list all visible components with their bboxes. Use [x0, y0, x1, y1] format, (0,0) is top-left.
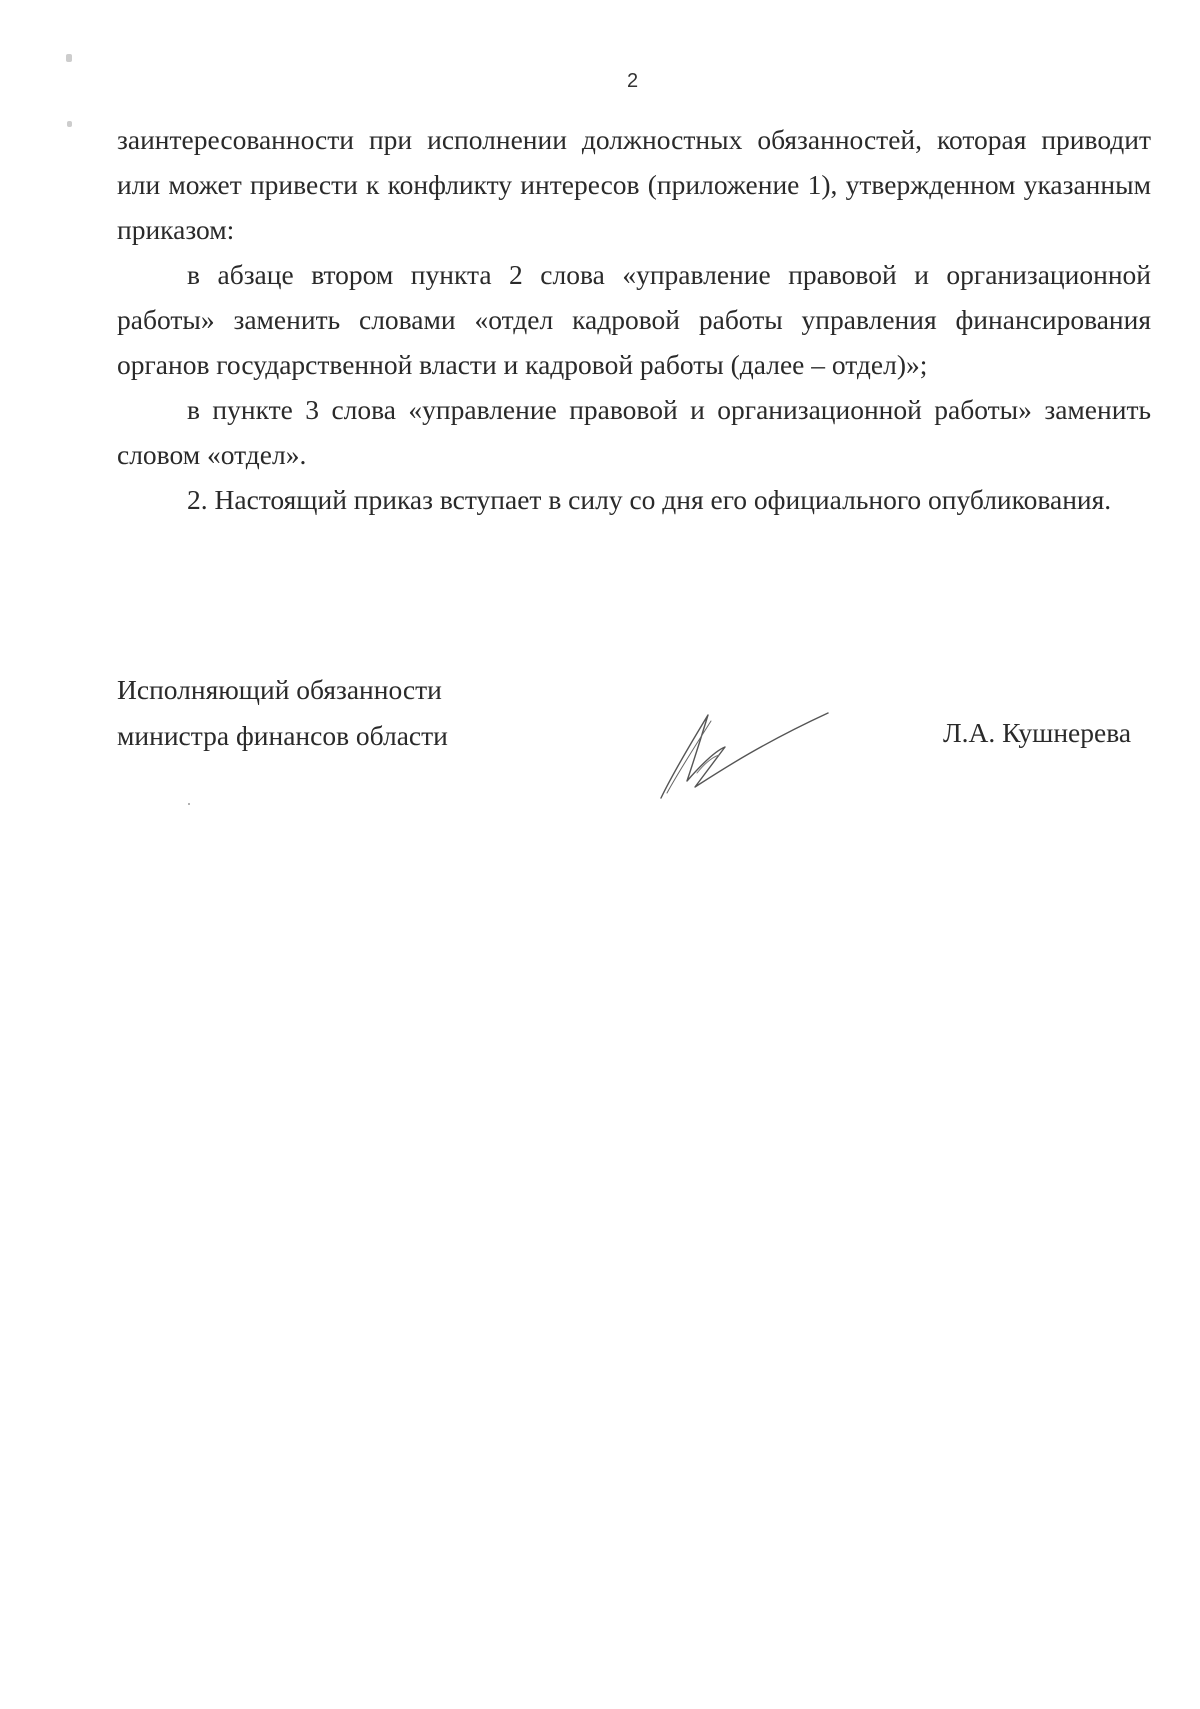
signatory-title-line-2: министра финансов области: [117, 720, 448, 751]
signatory-title-line-1: Исполняющий обязанности: [117, 674, 442, 705]
page-number: 2: [626, 70, 639, 92]
paragraph-continuation: заинтересованности при исполнении должностных обязанностей, которая приводит или может привести к конфликту интересов (приложение 1), утвержденном указанным приказом:: [117, 124, 1151, 245]
signatory-name: Л.А. Кушнерева: [943, 717, 1132, 748]
scan-artifact-mark: [66, 54, 72, 62]
signature-block: [117, 667, 1151, 807]
handwritten-signature: [653, 703, 833, 803]
document-body: [117, 117, 1151, 522]
paragraph-paragraph-2-amendment: в абзаце втором пункта 2 слова «управление правовой и организационной работы» заменить словами «отдел кадровой работы управления финансирования органов государственной власти и кадровой работы (далее – отдел)»;: [117, 259, 1151, 380]
paragraph-effective-date: 2. Настоящий приказ вступает в силу со дня его официального опубликования.: [187, 484, 1112, 515]
paragraph-point-3-amendment: в пункте 3 слова «управление правовой и организационной работы» заменить словом «отдел».: [117, 394, 1151, 470]
scan-artifact-mark: [67, 121, 72, 127]
